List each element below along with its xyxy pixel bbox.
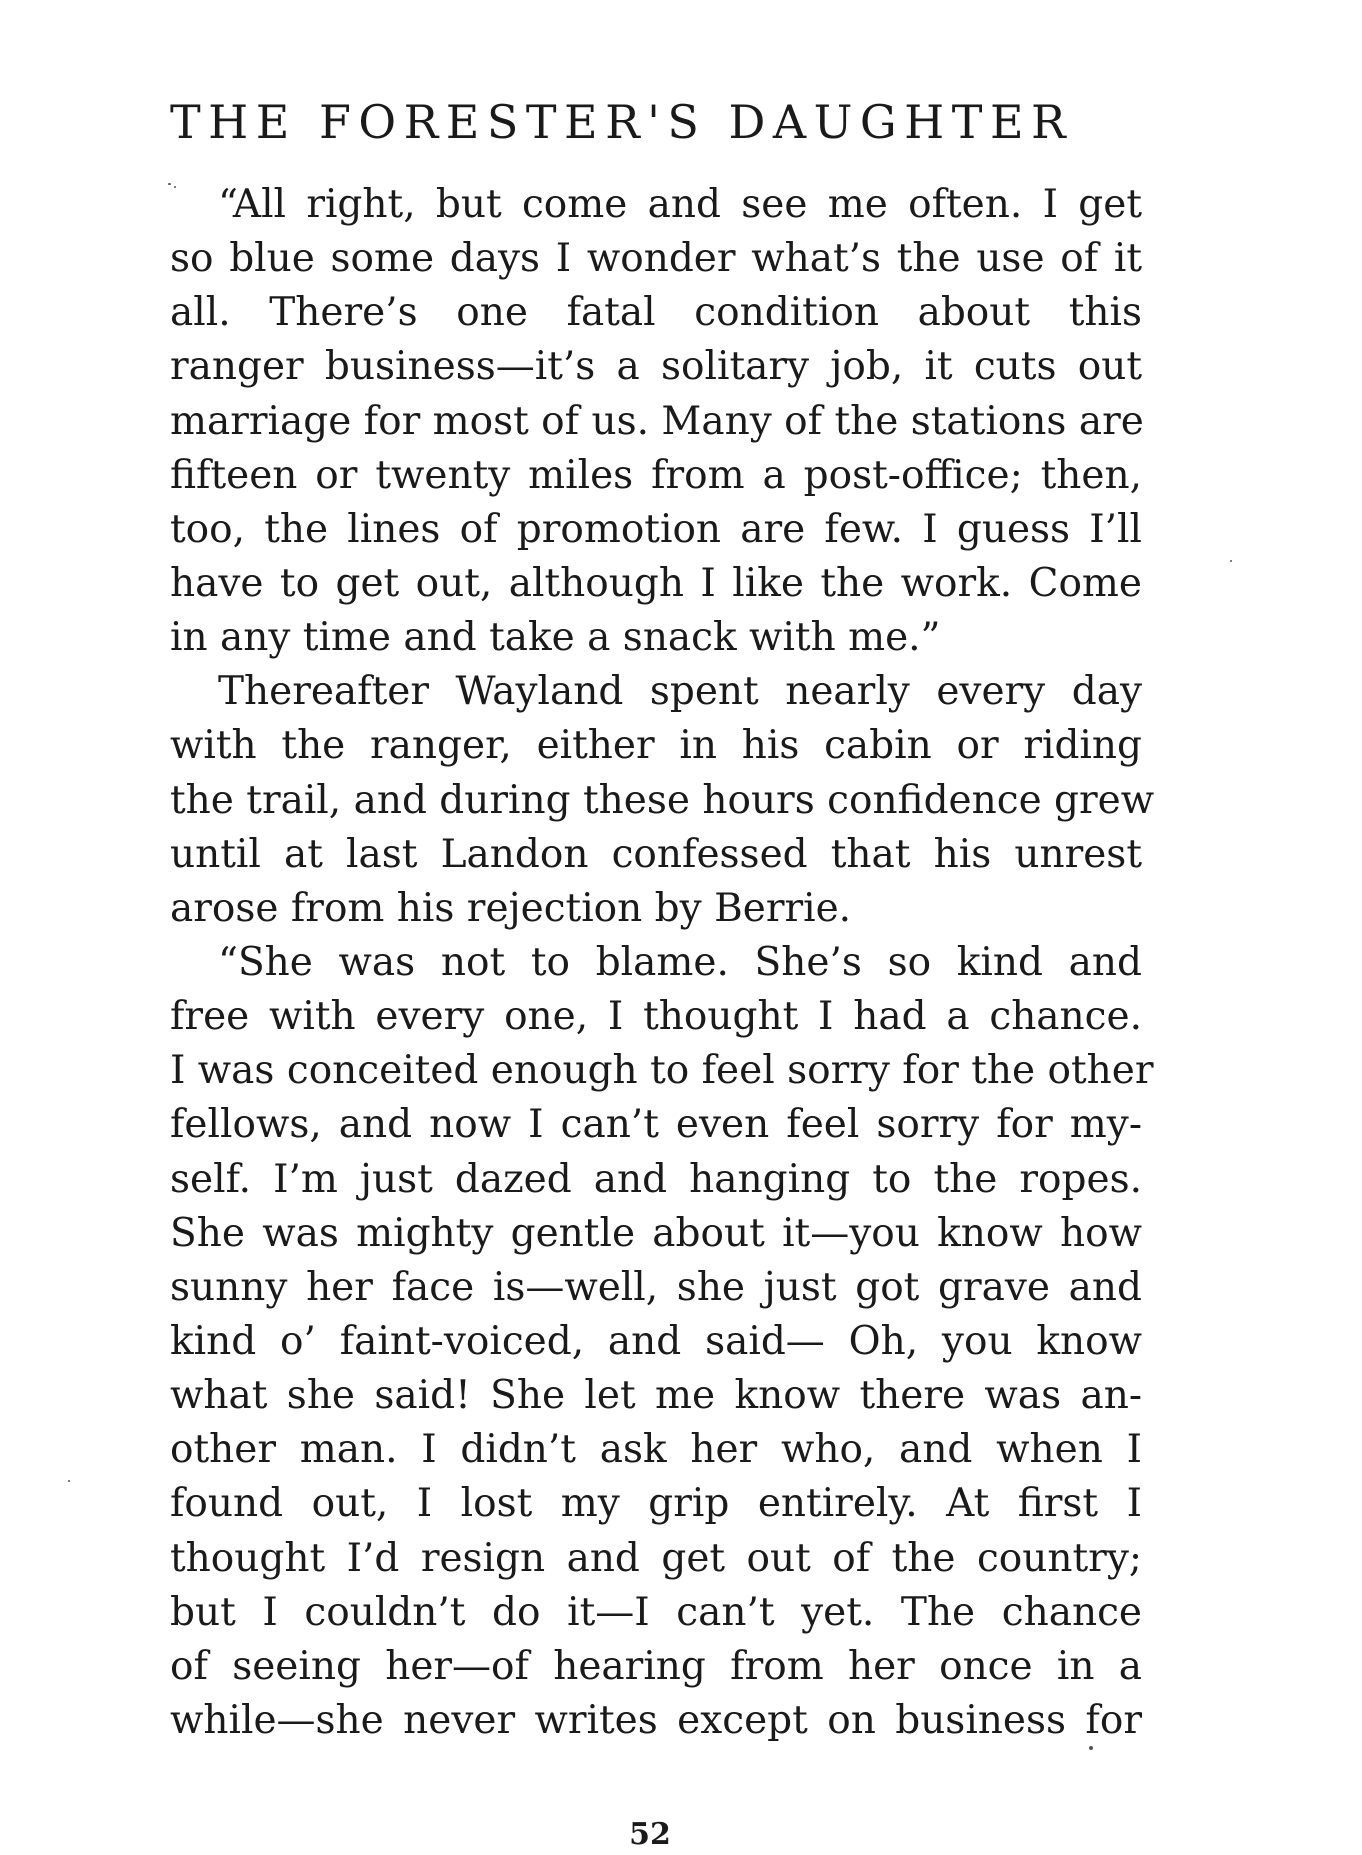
- scan-speck: [168, 183, 171, 185]
- scan-speck: [1230, 560, 1232, 562]
- body-text: [170, 178, 1155, 1748]
- text-line: while—she never writes except on business for: [170, 1697, 1142, 1743]
- text-line: found out, I lost my grip entirely. At first I: [170, 1481, 1142, 1527]
- text-line: “She was not to blame. She’s so kind and: [218, 939, 1142, 985]
- text-line: all. There’s one fatal condition about this: [170, 290, 1142, 336]
- scan-speck: [1089, 1746, 1093, 1750]
- text-line: arose from his rejection by Berrie.: [170, 885, 852, 931]
- text-line: I was conceited enough to feel sorry for the other: [170, 1048, 1154, 1094]
- text-line: but I couldn’t do it—I can’t yet. The chance: [170, 1589, 1142, 1635]
- text-line: fellows, and now I can’t even feel sorry for my-: [170, 1102, 1142, 1148]
- text-line: fifteen or twenty miles from a post-office; then,: [170, 452, 1142, 498]
- scan-speck: [68, 1480, 70, 1482]
- text-line: Thereafter Wayland spent nearly every day: [218, 669, 1142, 715]
- text-line: of seeing her—of hearing from her once in a: [170, 1643, 1142, 1689]
- text-line: ranger business—it’s a solitary job, it cuts out: [170, 344, 1142, 390]
- running-head: THE FORESTER'S DAUGHTER: [170, 95, 1074, 149]
- text-line: too, the lines of promotion are few. I guess I’ll: [170, 506, 1142, 552]
- text-line: until at last Landon confessed that his unrest: [170, 831, 1142, 877]
- page-number: 52: [629, 1817, 671, 1852]
- text-line: in any time and take a snack with me.”: [170, 615, 941, 661]
- text-line: free with every one, I thought I had a chance.: [170, 994, 1142, 1040]
- text-line: marriage for most of us. Many of the stations are: [170, 398, 1144, 444]
- text-line: kind o’ faint-voiced, and said— Oh, you know: [170, 1318, 1142, 1364]
- text-line: self. I’m just dazed and hanging to the ropes.: [170, 1156, 1142, 1202]
- text-line: sunny her face is—well, she just got grave and: [170, 1264, 1142, 1310]
- text-line: other man. I didn’t ask her who, and when I: [170, 1427, 1142, 1473]
- text-line: have to get out, although I like the work. Come: [170, 560, 1142, 606]
- text-line: thought I’d resign and get out of the country;: [170, 1535, 1142, 1581]
- text-line: “All right, but come and see me often. I get: [218, 182, 1142, 227]
- scan-speck: [174, 186, 176, 188]
- text-line: She was mighty gentle about it—you know how: [170, 1210, 1142, 1256]
- text-line: what she said! She let me know there was an-: [170, 1373, 1142, 1419]
- text-line: so blue some days I wonder what’s the use of it: [170, 236, 1142, 282]
- text-line: with the ranger, either in his cabin or riding: [170, 723, 1142, 769]
- text-line: the trail, and during these hours confidence grew: [170, 777, 1155, 823]
